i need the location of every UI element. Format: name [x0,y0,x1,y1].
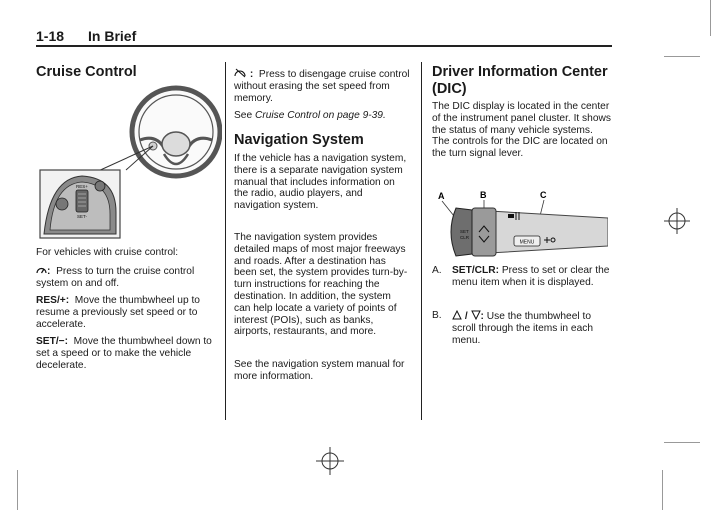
label-c: C [540,190,547,200]
cruise-cancel-item: : Press to disengage cruise control without erasing the set speed from memory. [234,69,410,104]
cruise-item-onoff: : Press to turn the cruise control system on and off. [36,266,195,289]
crop-mark [710,0,711,36]
cruise-item-set: SET/−: Move the thumbwheel down to set a speed or to make the vehicle decelerate. [36,336,212,371]
dic-item-a: A. SET/CLR: Press to set or clear the menu item when it is displayed. [432,265,610,288]
crop-mark [17,470,18,510]
cruise-cancel-icon [234,68,247,78]
thumbwheel-bottom-label: SET- [76,214,88,219]
navigation-p2: The navigation system provides detailed maps of most major freeways and roads. After a destination has been set, the system provides turn-by-turn instructions for reaching the destination. In addition, the system can help locate a variety of points of interest (POIs), such as banks, airports, restaurants, and more. [234,232,408,338]
column-divider [225,62,226,420]
registration-mark-icon [664,208,690,234]
crop-mark [664,442,700,443]
cruise-control-heading: Cruise Control [36,64,137,80]
cruise-intro: For vehicles with cruise control: [36,247,179,258]
registration-mark-icon [316,447,344,475]
section-title: In Brief [88,28,137,44]
cruise-control-illustration [36,82,222,240]
clr-label: CLR [460,235,470,240]
crop-mark [664,56,700,57]
navigation-heading: Navigation System [234,132,364,148]
dic-heading: Driver Information Center (DIC) [432,64,608,97]
scroll-up-icon [452,310,462,320]
cruise-see-ref: See Cruise Control on page 9-39. [234,110,386,121]
dic-intro: The DIC display is located in the center of the instrument panel cluster. It shows the status of many vehicle systems. The controls for the DIC are located on the turn signal lever. [432,101,611,160]
cruise-on-off-icon [36,265,47,275]
navigation-p1: If the vehicle has a navigation system, there is a separate navigation system manual that includes information on the radio, audio players, and navigation system. [234,153,407,212]
navigation-p3: See the navigation system manual for more information. [234,359,405,382]
label-a: A [438,191,445,201]
label-b: B [480,190,487,200]
header-rule [36,45,612,47]
scroll-down-icon [471,310,481,320]
menu-label: MENU [519,239,535,246]
crop-mark [662,470,663,510]
cruise-page-link[interactable]: Cruise Control on page 9-39. [254,110,386,121]
column-divider [421,62,422,420]
dic-lever-diagram [432,188,608,260]
thumbwheel-top-label: RES+ [76,184,88,189]
cruise-item-res: RES/+: Move the thumbwheel up to resume a previously set speed or to accelerate. [36,295,200,330]
dic-item-b: B. / : Use the thumbwheel to scroll through the items in each menu. [432,310,593,346]
set-label: SET [460,229,469,234]
page-number: 1-18 [36,28,65,44]
steering-wheel-icon [132,88,220,176]
